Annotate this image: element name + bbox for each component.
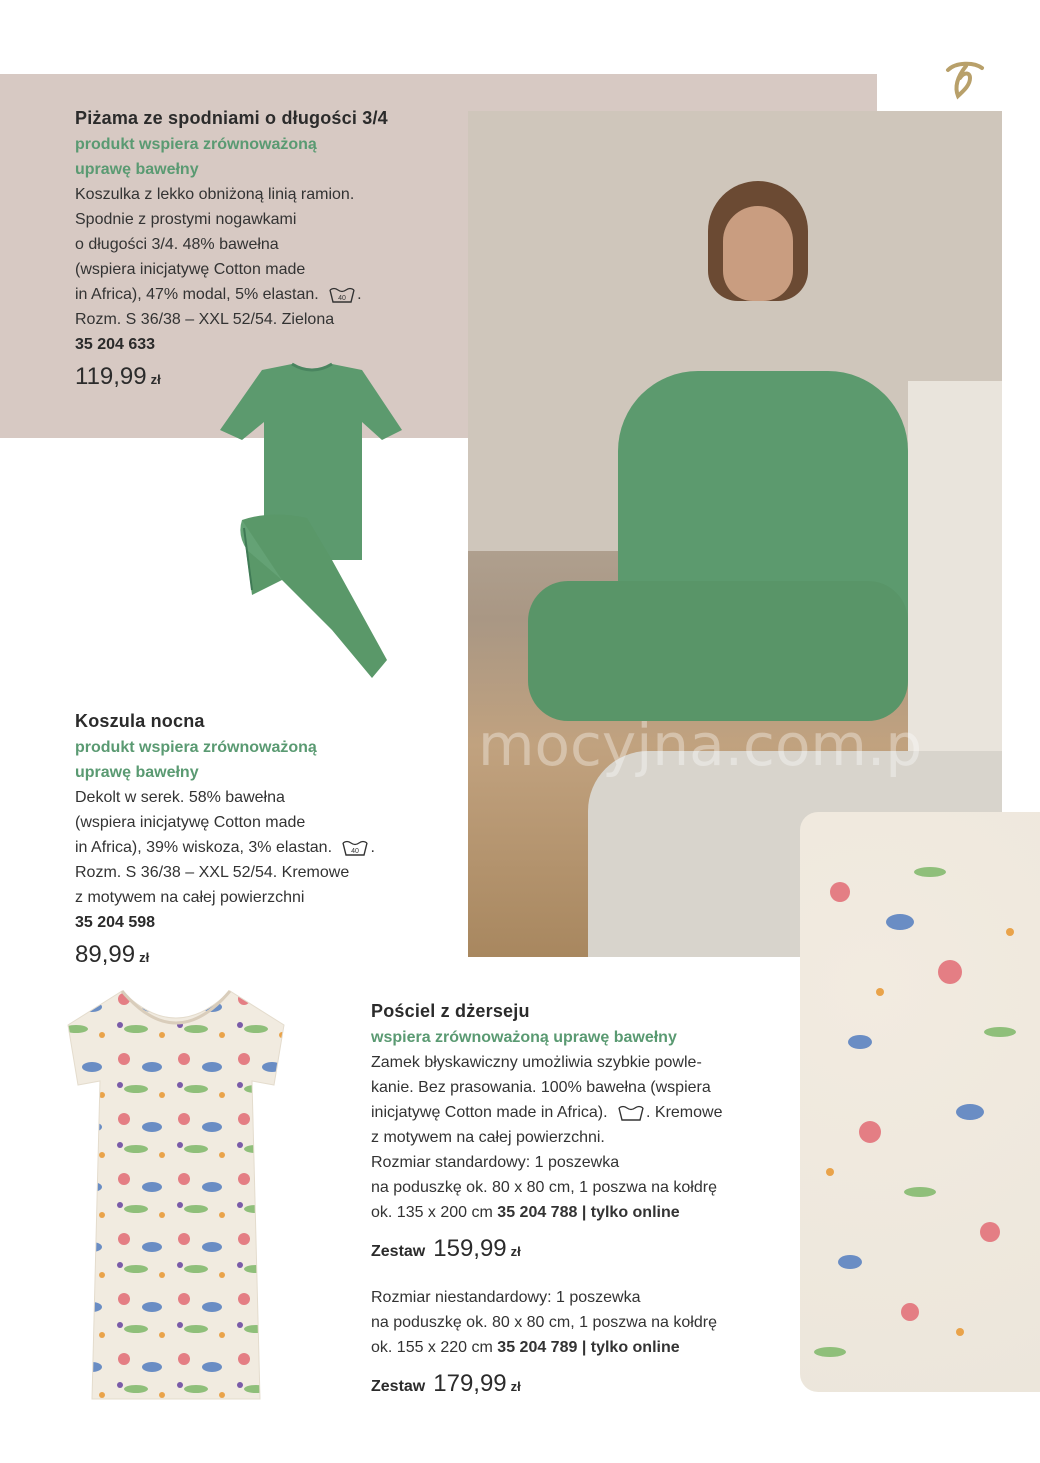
watermark: mocyjna.com.p — [478, 711, 923, 779]
desc-text: in Africa), 47% modal, 5% elastan. — [75, 286, 319, 303]
wash-40-icon — [342, 840, 368, 856]
eco-line: produkt wspiera zrównoważoną — [75, 136, 317, 153]
currency: zł — [510, 1244, 521, 1259]
bedding-product-image — [800, 812, 1040, 1392]
desc-text: . Kremowe — [646, 1104, 723, 1121]
product-code: 35 204 633 — [75, 336, 156, 353]
desc-line-with-code — [371, 1335, 791, 1360]
wash-temp: 40 — [351, 847, 360, 855]
wash-40-icon — [329, 287, 355, 303]
desc-text: inicjatywę Cotton made in Africa). — [371, 1104, 608, 1121]
currency: zł — [150, 372, 161, 387]
desc-line: (wspiera inicjatywę Cotton made — [75, 261, 306, 278]
desc-line: kanie. Bez prasowania. 100% bawełna (wspiera — [371, 1079, 711, 1096]
price-row — [371, 1235, 791, 1263]
nightgown-product-image — [52, 985, 300, 1405]
product-code: 35 204 788 | tylko online — [497, 1204, 680, 1221]
price-row — [75, 941, 455, 969]
eco-line: wspiera zrównoważoną uprawę bawełny — [371, 1029, 677, 1046]
price: 159,99 — [433, 1235, 507, 1262]
product-nightgown — [75, 711, 455, 969]
price: 179,99 — [433, 1370, 507, 1397]
desc-line: Zamek błyskawiczny umożliwia szybkie powle- — [371, 1054, 702, 1071]
desc-line: Rozmiar niestandardowy: 1 poszewka — [371, 1289, 641, 1306]
desc-line: Rozm. S 36/38 – XXL 52/54. Zielona — [75, 311, 335, 328]
set-label: Zestaw — [371, 1243, 426, 1260]
product-bedding — [371, 1001, 791, 1398]
product-pajama — [75, 108, 455, 391]
product-title: Pościel z dżerseju — [371, 1001, 530, 1021]
desc-line: Rozmiar standardowy: 1 poszewka — [371, 1154, 620, 1171]
desc-line: Rozm. S 36/38 – XXL 52/54. Kremowe — [75, 864, 350, 881]
desc-line: o długości 3/4. 48% bawełna — [75, 236, 279, 253]
tchibo-logo-icon — [940, 56, 986, 100]
product-code: 35 204 789 | tylko online — [497, 1339, 680, 1356]
desc-line: Spodnie z prostymi nogawkami — [75, 211, 297, 228]
currency: zł — [510, 1379, 521, 1394]
desc-line: z motywem na całej powierzchni. — [371, 1129, 605, 1146]
eco-line: uprawę bawełny — [75, 764, 199, 781]
price: 119,99 — [75, 363, 147, 390]
desc-line: Dekolt w serek. 58% bawełna — [75, 789, 285, 806]
product-title: Piżama ze spodniami o długości 3/4 — [75, 108, 388, 128]
desc-line: (wspiera inicjatywę Cotton made — [75, 814, 306, 831]
desc-line: na poduszkę ok. 80 x 80 cm, 1 poszwa na kołdrę — [371, 1314, 717, 1331]
product-title: Koszula nocna — [75, 711, 205, 731]
pajama-product-image — [212, 360, 412, 700]
desc-line: Koszulka z lekko obniżoną linią ramion. — [75, 186, 355, 203]
desc-text: ok. 155 x 220 cm — [371, 1339, 493, 1356]
eco-line: produkt wspiera zrównoważoną — [75, 739, 317, 756]
currency: zł — [139, 950, 150, 965]
desc-line-with-icon: in Africa), 47% modal, 5% elastan. 40 . — [75, 286, 362, 303]
product-code: 35 204 598 — [75, 914, 156, 931]
wash-temp: 40 — [338, 294, 347, 302]
price: 89,99 — [75, 941, 136, 968]
price-row — [371, 1370, 791, 1398]
desc-line-with-code — [371, 1200, 791, 1225]
wash-60-icon — [618, 1105, 644, 1121]
desc-line: z motywem na całej powierzchni — [75, 889, 305, 906]
desc-line-with-icon — [371, 1100, 791, 1125]
desc-line: na poduszkę ok. 80 x 80 cm, 1 poszwa na kołdrę — [371, 1179, 717, 1196]
desc-line-with-icon: in Africa), 39% wiskoza, 3% elastan. 40 . — [75, 839, 375, 856]
desc-text: in Africa), 39% wiskoza, 3% elastan. — [75, 839, 333, 856]
set-label: Zestaw — [371, 1378, 426, 1395]
desc-text: ok. 135 x 200 cm — [371, 1204, 493, 1221]
eco-line: uprawę bawełny — [75, 161, 199, 178]
